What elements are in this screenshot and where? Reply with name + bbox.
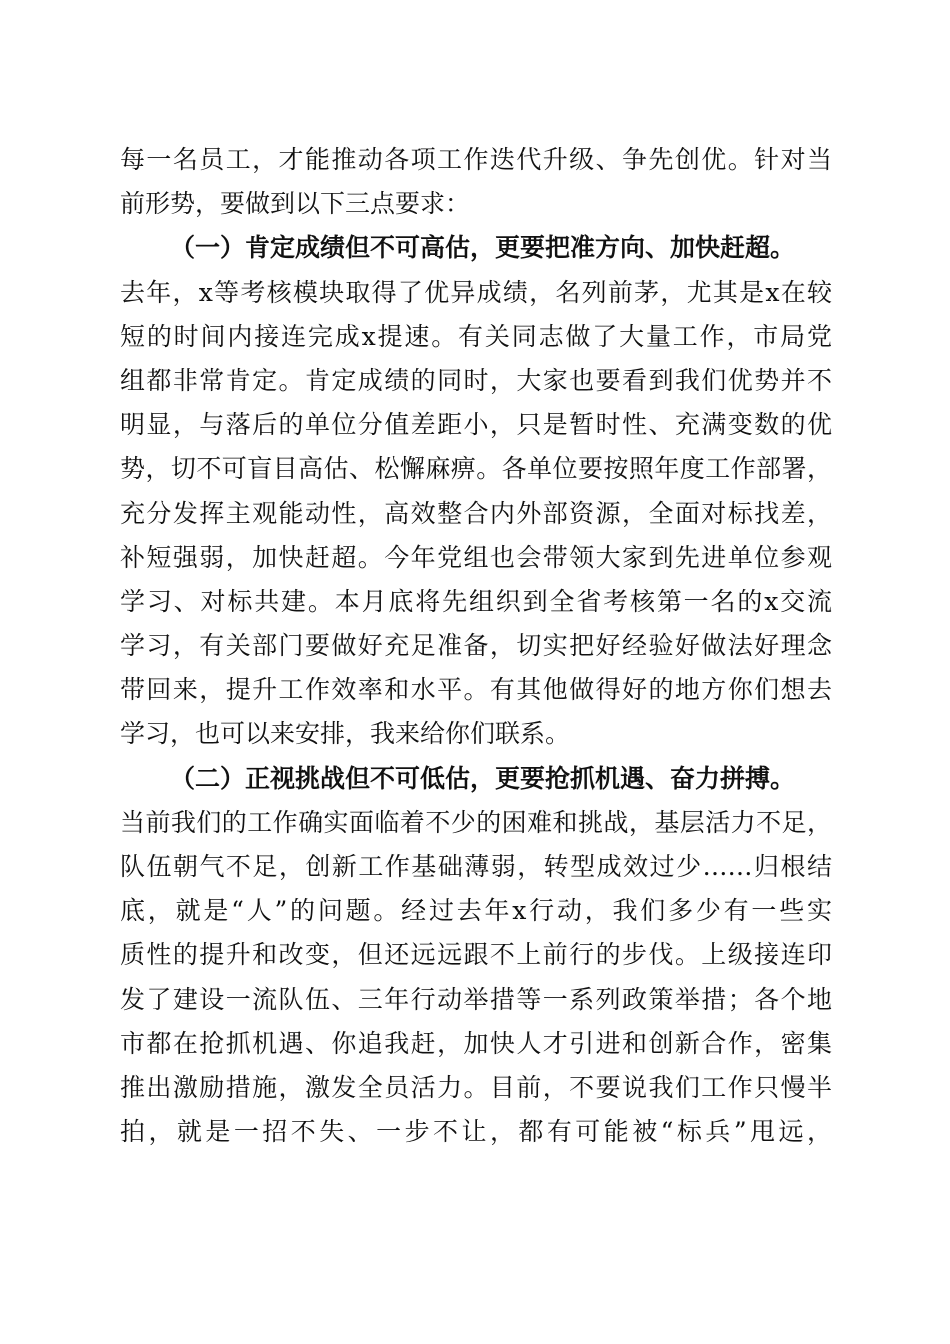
paragraph-line: 发了建设一流队伍、三年行动举措等一系列政策举措；各个地 — [120, 984, 832, 1014]
paragraph-line: 学习，也可以来安排，我来给你们联系。 — [120, 719, 571, 749]
paragraph-line: 前形势，要做到以下三点要求： — [120, 189, 471, 219]
paragraph-line: 质性的提升和改变，但还远远跟不上前行的步伐。上级接连印 — [120, 940, 832, 970]
section-heading-2: （二）正视挑战但不可低估，更要抢抓机遇、奋力拼搏。 — [170, 763, 796, 793]
paragraph-line: 组都非常肯定。肯定成绩的同时，大家也要看到我们优势并不 — [120, 365, 832, 395]
paragraph-line: 去年，x等考核模块取得了优异成绩，名列前茅，尤其是x在较 — [120, 277, 832, 307]
paragraph-line: 每一名员工，才能推动各项工作迭代升级、争先创优。针对当 — [120, 145, 832, 174]
paragraph-line: 明显，与落后的单位分值差距小，只是暂时性、充满变数的优 — [120, 410, 832, 440]
paragraph-line: 势，切不可盲目高估、松懈麻痹。各单位要按照年度工作部署， — [120, 454, 832, 484]
paragraph-line: 充分发挥主观能动性，高效整合内外部资源，全面对标找差， — [120, 498, 832, 528]
paragraph-line: 学习、对标共建。本月底将先组织到全省考核第一名的x交流 — [120, 586, 832, 616]
paragraph-line: 队伍朝气不足，创新工作基础薄弱，转型成效过少……归根结 — [120, 852, 832, 881]
paragraph-line: 市都在抢抓机遇、你追我赶，加快人才引进和创新合作，密集 — [120, 1028, 832, 1058]
paragraph-line: 带回来，提升工作效率和水平。有其他做得好的地方你们想去 — [120, 675, 832, 705]
paragraph-line: 底，就是“人”的问题。经过去年x行动，我们多少有一些实 — [120, 896, 832, 926]
paragraph-line: 补短强弱，加快赶超。今年党组也会带领大家到先进单位参观 — [120, 542, 832, 572]
section-heading-1: （一）肯定成绩但不可高估，更要把准方向、加快赶超。 — [170, 233, 796, 263]
paragraph-line: 推出激励措施，激发全员活力。目前，不要说我们工作只慢半 — [120, 1072, 832, 1102]
paragraph-line: 拍，就是一招不失、一步不让，都有可能被“标兵”甩远， — [120, 1117, 832, 1147]
document-body — [120, 138, 832, 1154]
paragraph-line: 学习，有关部门要做好充足准备，切实把好经验好做法好理念 — [120, 631, 832, 661]
paragraph-line: 当前我们的工作确实面临着不少的困难和挑战，基层活力不足， — [120, 807, 832, 837]
paragraph-line: 短的时间内接连完成x提速。有关同志做了大量工作，市局党 — [120, 321, 832, 351]
